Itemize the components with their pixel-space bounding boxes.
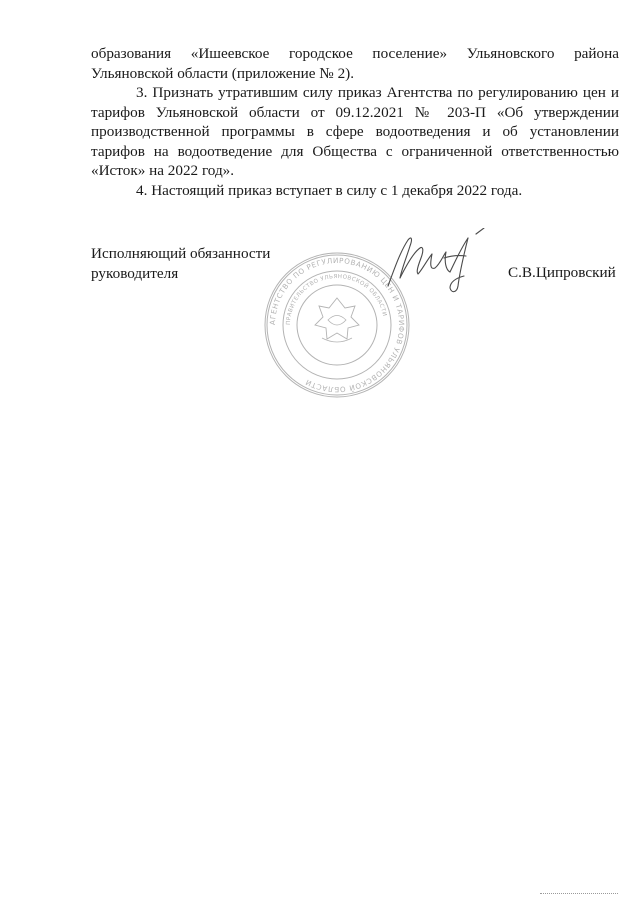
seal-inner-text: ПРАВИТЕЛЬСТВО УЛЬЯНОВСКОЙ ОБЛАСТИ	[285, 273, 388, 326]
paragraph-item-4: 4. Настоящий приказ вступает в силу с 1 декабря 2022 года.	[136, 181, 523, 199]
paragraph-continuation: образования «Ишеевское городское поселение» Ульяновского района Ульяновской области (приложение № 2).	[91, 45, 619, 82]
footer-dotted-rule	[540, 893, 618, 894]
handwritten-signature	[380, 228, 500, 298]
signatory-name: С.В.Ципровский	[508, 264, 616, 281]
signatory-title-line-2: руководителя	[91, 264, 179, 282]
signatory-title-line-1: Исполняющий обязанности	[91, 245, 271, 262]
seal-outer-text: АГЕНТСТВО ПО РЕГУЛИРОВАНИЮ ЦЕН И ТАРИФОВ УЛЬЯНОВСКОЙ ОБЛАСТИ	[267, 255, 407, 395]
document-body	[91, 44, 619, 200]
svg-text:ПРАВИТЕЛЬСТВО УЛЬЯНОВСКОЙ ОБЛА	[286, 274, 387, 325]
paragraph-item-3: 3. Признать утратившим силу приказ Агентства по регулированию цен и тарифов Ульяновской области от 09.12.2021 № 203-П «Об утверждении производственной программы в сфере водоотведения и об установлении тарифов на водоотведение для Общества с ограниченной ответственностью «Исток» на 2022 год».	[91, 84, 619, 179]
